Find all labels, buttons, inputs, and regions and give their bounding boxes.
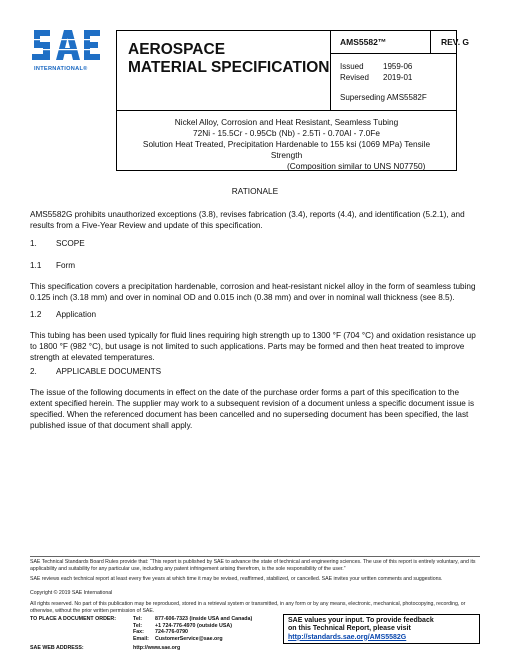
subject-line: Strength [270,150,303,160]
section-number: 1. [30,239,37,248]
issued-date: 1959-06 [383,62,413,71]
order-contacts [133,616,252,643]
section-heading [30,366,161,377]
web-address-link[interactable]: http://www.sae.org [133,645,181,651]
form-paragraph: This specification covers a precipitation hardenable, corrosion and heat-resistant nickel alloy in the form of seamless tubing 0.125 inch (3.18 mm) and over in nominal OD and 0.015 inch (0.38 mm) and over in nominal wall thickness (see 8.5). [30,282,476,302]
footer-rights: All rights reserved. No part of this publication may be reproduced, stored in a retrieval system or transmitted, in any form or by any means, electronic, mechanical, photocopying, recording, or otherwise, without the prior written permission of SAE. [30,601,466,614]
contact-label: Fax: [133,629,144,636]
section-title: Form [56,261,76,270]
contact-value: +1 724-776-4970 (outside USA) [155,622,232,629]
contact-value: 724-776-0790 [155,629,188,636]
composition-note: (Composition similar to UNS N07750) [287,161,426,171]
feedback-link[interactable]: http://standards.sae.org/AMS5582G [288,633,407,641]
contact-label: Tel: [133,622,143,629]
header-divider [116,110,457,111]
issued-label: Issued [340,62,364,71]
subject-line: 72Ni - 15.5Cr - 0.95Cb (Nb) - 2.5Ti - 0.70Al - 7.0Fe [193,128,380,138]
rationale-paragraph: AMS5582G prohibits unauthorized exceptions (3.8), revises fabrication (3.4), reports (4.4), and identification (5.2.1), and results from a Five-Year Review and update of this specification. [30,210,465,230]
header-divider [430,30,431,53]
footer-copyright: Copyright © 2019 SAE International [30,590,113,596]
title-line: AEROSPACE [128,41,226,58]
section-title: APPLICABLE DOCUMENTS [56,367,162,376]
subject-line: Nickel Alloy, Corrosion and Heat Resistant, Seamless Tubing [174,117,399,127]
subject-line: Solution Heat Treated, Precipitation Hardenable to 155 ksi (1069 MPa) Tensile [142,139,431,149]
logo-subtext: INTERNATIONAL® [34,66,88,72]
spec-number: AMS5582™ [340,37,387,47]
contact-line [133,623,252,630]
section-heading [30,260,75,271]
feedback-text [288,617,475,634]
contact-email[interactable]: CustomerService@sae.org [155,636,223,643]
header-divider [330,53,457,54]
application-paragraph: This tubing has been used typically for fluid lines requiring high strength up to 1300 °F (704 °C) and oxidation resistance up to 1800 °F (982 °C), but usage is not limited to such applications. Parts may be formed and then heat treated to improve strength at elevated temperatures. [30,331,476,362]
contact-value: 877-606-7323 (inside USA and Canada) [155,616,253,622]
section-heading [30,238,85,249]
contact-line [133,616,252,623]
feedback-line: on this Technical Report, please visit [288,625,411,633]
footer-divider [30,556,480,557]
header-divider [330,30,331,111]
order-label: TO PLACE A DOCUMENT ORDER: [30,616,117,622]
section-title: Application [56,310,97,319]
revised-date: 2019-01 [383,73,413,82]
web-address-label: SAE WEB ADDRESS: [30,645,84,651]
section-number: 1.1 [30,261,42,270]
feedback-line: SAE values your input. To provide feedback [288,617,434,624]
rationale-heading: RATIONALE [231,186,279,196]
contact-line [133,636,252,643]
feedback-box [283,614,480,644]
spec-subject [118,117,455,161]
contact-label: Email: [133,636,149,643]
footer-disclaimer: SAE Technical Standards Board Rules provide that: “This report is published by SAE to advance the state of technical and engineering sciences. The use of this report is entirely voluntary, and its applicability and suitability for any particular use, including any patent infringement arising therefrom, is the sole responsibility of the user.” [30,559,476,572]
applicable-documents-paragraph: The issue of the following documents in effect on the date of the purchase order forms a part of this specification to the extent specified herein. The supplier may work to a subsequent revision of a document unless a specific document issue is specified. When the referenced document has been cancelled and no superseding document has been specified, the last published issue of that document shall apply. [30,388,475,430]
superseding-note: Superseding AMS5582F [340,93,427,102]
contact-label: Tel: [133,616,143,622]
section-title: SCOPE [56,239,85,248]
footer-review-note: SAE reviews each technical report at least every five years at which time it may be revised, reaffirmed, stabilized, or cancelled. SAE invites your written comments and suggestions. [30,576,443,582]
revised-label: Revised [340,73,369,82]
revision-label: REV. G [441,37,470,47]
section-number: 2. [30,367,37,376]
document-title [128,41,330,77]
section-heading [30,309,96,320]
title-line: MATERIAL SPECIFICATION [128,59,330,76]
section-number: 1.2 [30,310,42,319]
contact-line [133,629,252,636]
